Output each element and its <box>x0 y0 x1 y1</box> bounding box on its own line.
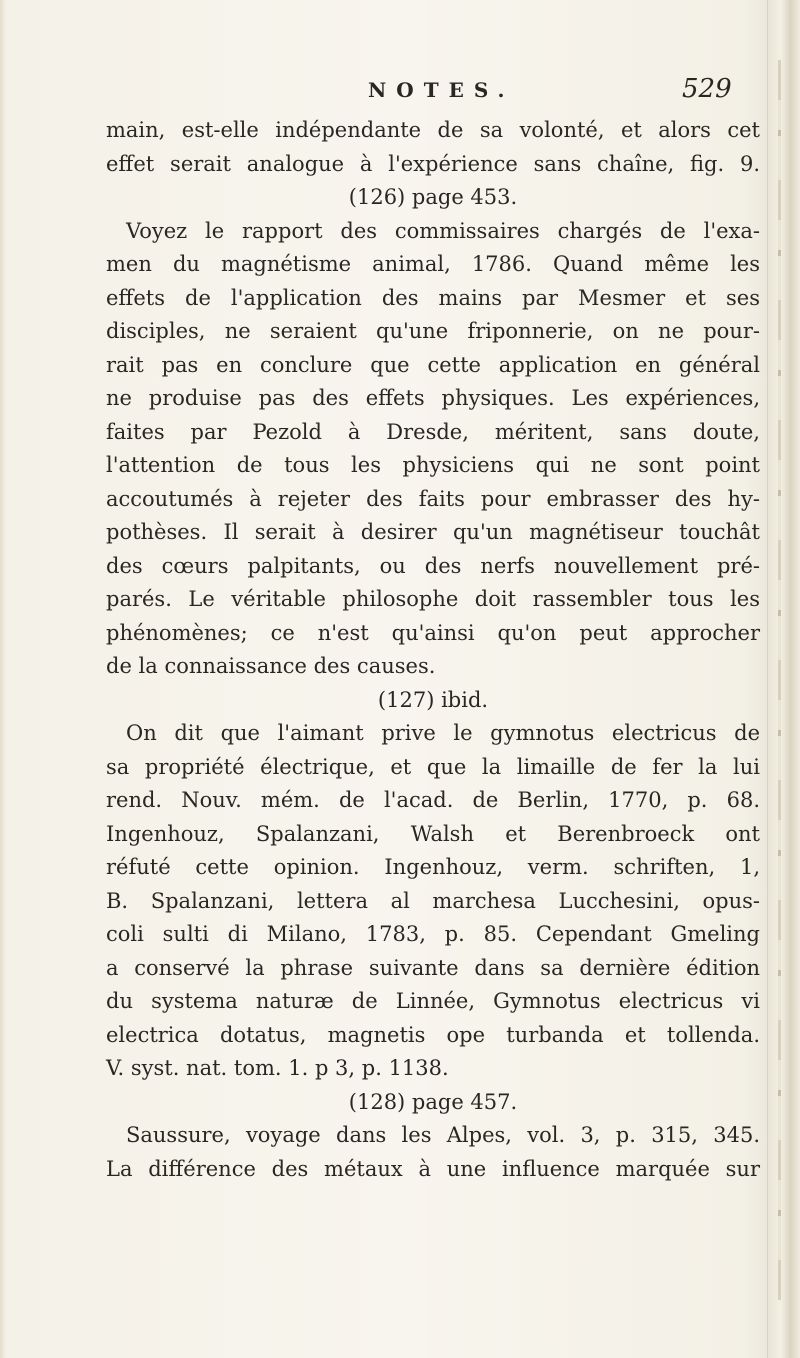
notes-text-body <box>106 114 760 1186</box>
text-line: réfuté cette opinion. Ingenhouz, verm. schriften, 1, <box>106 855 760 879</box>
text-line: B. Spalanzani, lettera al marchesa Lucchesini, opus- <box>106 888 760 913</box>
text-line: de la connaissance des causes. <box>106 654 436 678</box>
text-line: disciples, ne seraient qu'une friponnerie, on ne pour- <box>106 319 760 343</box>
text-line: parés. Le véritable philosophe doit rassembler tous les <box>106 587 760 611</box>
running-head: NOTES. <box>368 78 515 102</box>
text-line: V. syst. nat. tom. 1. p 3, p. 1138. <box>106 1056 449 1080</box>
note-heading: (126) page 453. <box>348 185 518 209</box>
text-line: La différence des métaux à une influence marquée sur <box>106 1156 760 1181</box>
text-line: men du magnétisme animal, 1786. Quand même les <box>106 252 760 276</box>
text-line: electrica dotatus, magnetis ope turbanda et tollenda. <box>106 1022 760 1047</box>
text-line: Voyez le rapport des commissaires chargés de l'exa- <box>126 218 760 243</box>
text-line: On dit que l'aimant prive le gymnotus electricus de <box>126 721 760 745</box>
text-line: des cœurs palpitants, ou des nerfs nouvellement pré- <box>106 553 760 578</box>
text-line: rend. Nouv. mém. de l'acad. de Berlin, 1770, p. 68. <box>106 788 760 812</box>
text-line: pothèses. Il serait à desirer qu'un magnétiseur touchât <box>106 520 760 544</box>
text-line: sa propriété électrique, et que la limaille de fer la lui <box>106 754 760 779</box>
text-line: faites par Pezold à Dresde, méritent, sans doute, <box>106 419 760 444</box>
note-heading: (128) page 457. <box>348 1089 518 1114</box>
text-line: l'attention de tous les physiciens qui ne sont point <box>106 453 760 477</box>
note-heading: (127) ibid. <box>377 687 489 712</box>
page-number: 529 <box>682 74 732 104</box>
text-line: effets de l'application des mains par Mesmer et ses <box>106 285 760 310</box>
page-header <box>110 74 750 114</box>
text-line: du systema naturæ de Linnée, Gymnotus electricus vi <box>106 989 760 1013</box>
page-gutter <box>767 0 800 1358</box>
text-line: effet serait analogue à l'expérience sans chaîne, fig. 9. <box>106 151 760 176</box>
text-line: main, est-elle indépendante de sa volonté, et alors cet <box>106 118 760 142</box>
text-line: Saussure, voyage dans les Alpes, vol. 3, p. 315, 345. <box>126 1123 760 1147</box>
text-line: rait pas en conclure que cette application en général <box>106 352 760 377</box>
text-line: coli sulti di Milano, 1783, p. 85. Cependant Gmeling <box>106 922 760 946</box>
text-line: Ingenhouz, Spalanzani, Walsh et Berenbroeck ont <box>106 821 760 846</box>
text-line: accoutumés à rejeter des faits pour embrasser des hy- <box>106 486 760 511</box>
text-line: ne produise pas des effets physiques. Les expériences, <box>106 386 760 410</box>
text-line: phénomènes; ce n'est qu'ainsi qu'on peut approcher <box>106 620 760 645</box>
page-left-edge <box>0 0 6 1358</box>
text-line: a conservé la phrase suivante dans sa dernière édition <box>106 955 760 980</box>
